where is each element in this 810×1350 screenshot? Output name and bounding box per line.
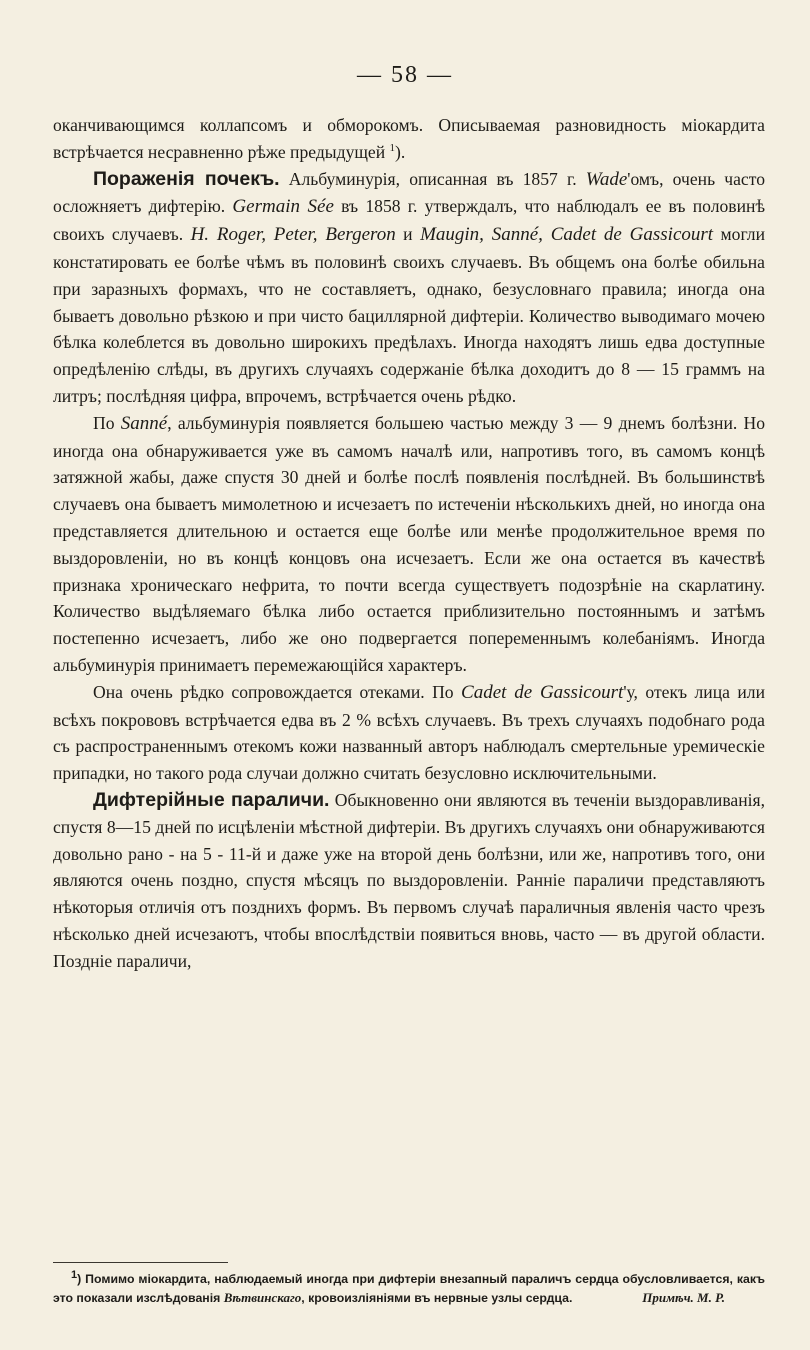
footnote-divider: [53, 1262, 228, 1263]
paragraph-myocarditis-end: [53, 112, 765, 166]
text-run: , кровоизліяніями въ нервные узлы сердца.: [301, 1290, 573, 1305]
section-heading-kidneys: Пораженія почекъ.: [93, 167, 280, 190]
paragraph-diphtheritic-paralysis: [53, 787, 765, 975]
author-name: H. Roger, Peter, Bergeron: [190, 224, 396, 246]
text-run: оканчивающимся коллапсомъ и обморокомъ. Описываемая разновидность міокардита встрѣчается несравненно рѣже предыдущей: [53, 115, 765, 162]
paragraph-edema: [53, 679, 765, 787]
text-run: , альбуминурія появляется большею частью между 3 — 9 днемъ болѣзни. Но иногда она обнаруживается уже въ самомъ началѣ или, напротивъ того, въ самомъ концѣ затяжной жабы, даже спустя 30 дней и болѣе послѣ появленія послѣдней. Въ большинствѣ случаевъ она бываетъ мимолетною и исчезаетъ по истеченіи нѣсколькихъ дней, но иногда она представляется длительною и остается еще болѣе или менѣе продолжительное время по выздоровленіи, но въ концѣ концовъ она исчезаетъ. Если же она остается въ качествѣ признака хроническаго нефрита, то почти всегда существуетъ подозрѣніе на скарлатину. Количество выдѣляемаго бѣлка либо остается приблизительно постояннымъ и затѣмъ постепенно исчезаетъ, либо же оно подвергается попеременнымъ колебаніямъ. Иногда альбуминурія принимаетъ перемежающійся характеръ.: [53, 412, 766, 675]
paragraph-albuminuria-onset: [53, 410, 765, 679]
text-run: и: [395, 224, 421, 245]
paragraph-kidney-lesions: [53, 166, 765, 410]
author-name: Cadet de Gassicourt: [461, 681, 624, 703]
text-run: Альбуминурія, описанная въ 1857 г.: [279, 168, 586, 189]
footnote: [53, 1270, 765, 1307]
text-run: Обыкновенно они являются въ теченіи выздоравливанія, спустя 8—15 дней по исцѣленіи мѣстной дифтеріи. Въ другихъ случаяхъ они обнаруживаются довольно рано - на 5 - 11-й и даже уже на второй день болѣзни, или же, напротивъ того, они являются очень поздно, спустя мѣсяцъ по выздоровленіи. Ранніе параличи представляютъ нѣкоторыя отличія отъ позднихъ формъ. Въ первомъ случаѣ параличныя явленія часто чрезъ нѣсколько дней исчезаютъ, чтобы впослѣдствіи появиться вновь, часто — въ другой области. Поздніе параличи,: [53, 789, 766, 971]
text-run: могли констатировать ее болѣе чѣмъ въ половинѣ своихъ случаевъ. Въ общемъ она болѣе обильна при заразныхъ формахъ, что не составляетъ, однако, безусловнаго правила; иногда она бываетъ довольно рѣзкою и при чисто бациллярной дифтеріи. Количество выводимаго мочею бѣлка колеблется въ довольно широкихъ предѣлахъ. Иногда находятъ лишь едва доступные опредѣленію слѣды, въ другихъ случаяхъ содержаніе бѣлка доходитъ до 8 — 15 граммъ на литръ; послѣдняя цифра, впрочемъ, встрѣчается очень рѣдко.: [53, 224, 765, 406]
author-name: Sanné: [120, 412, 168, 434]
text-run: ) Помимо міокардита, наблюдаемый иногда при дифтеріи внезапный параличъ сердца обусловливается, какъ это показали изслѣдованія: [53, 1272, 765, 1305]
section-heading-paralysis: Дифтерійные параличи.: [93, 788, 330, 811]
text-run: 'омъ, очень часто осложняетъ дифтерію.: [53, 168, 765, 217]
footnote-mark: 1: [71, 1268, 78, 1281]
text-run: 'у, отекъ лица или всѣхъ покрововъ встрѣчается едва въ 2 % всѣхъ случаевъ. Въ трехъ случаяхъ подобнаго рода съ распространеннымъ отекомъ кожи названный авторъ наблюдалъ смертельные уремическіе припадки, но такого рода случаи должно считать безусловно исключительными.: [53, 681, 765, 784]
text-run: въ 1858 г. утверждалъ, что наблюдалъ ее въ половинѣ своихъ случаевъ.: [53, 196, 766, 245]
author-name: Germain Sée: [232, 196, 334, 218]
footnote-reference: 1: [389, 141, 396, 154]
text-run: ).: [395, 141, 406, 162]
text-run: Она очень рѣдко сопровождается отеками. По: [93, 681, 462, 702]
body-text: [53, 112, 765, 975]
author-name: Wade: [585, 168, 628, 190]
page-number: — 58 —: [357, 62, 453, 88]
author-name: Maugin, Sanné, Cadet de Gassicourt: [420, 224, 714, 246]
author-name: Вѣтвинскаго: [223, 1289, 302, 1305]
footnote-signature: Примѣч. М. Р.: [642, 1289, 725, 1305]
text-run: По: [93, 412, 121, 433]
